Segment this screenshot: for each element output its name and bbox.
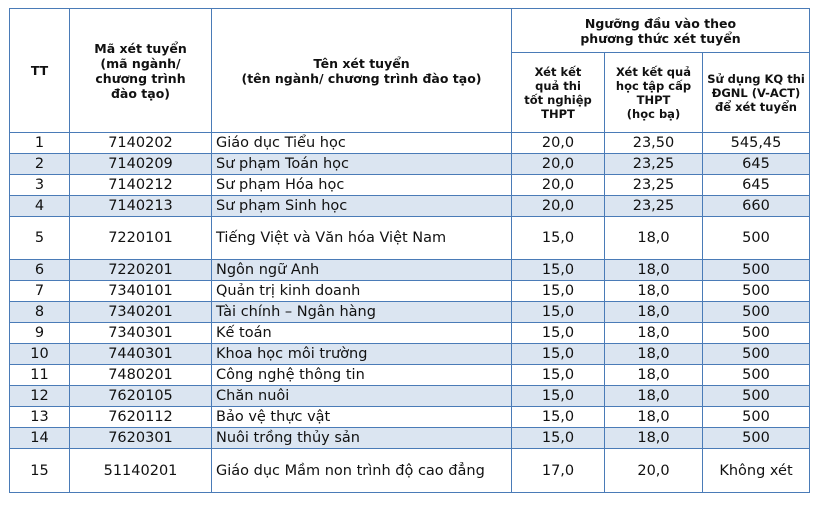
cell-hocba: 18,0 — [605, 344, 703, 365]
table-row — [10, 323, 810, 344]
cell-code: 7140202 — [70, 133, 212, 154]
cell-program-name: Tài chính – Ngân hàng — [212, 302, 512, 323]
cell-program-name: Kế toán — [212, 323, 512, 344]
cell-code: 7140209 — [70, 154, 212, 175]
table-row — [10, 428, 810, 449]
cell-thpt: 20,0 — [512, 154, 605, 175]
cell-program-name: Sư phạm Toán học — [212, 154, 512, 175]
cell-dgnl: 545,45 — [703, 133, 810, 154]
cell-tt: 2 — [10, 154, 70, 175]
cell-program-name: Chăn nuôi — [212, 386, 512, 407]
cell-dgnl: 645 — [703, 154, 810, 175]
cell-code: 7340101 — [70, 281, 212, 302]
cell-tt: 13 — [10, 407, 70, 428]
cell-code: 7620301 — [70, 428, 212, 449]
cell-thpt: 17,0 — [512, 449, 605, 493]
cell-hocba: 18,0 — [605, 260, 703, 281]
cell-program-name: Tiếng Việt và Văn hóa Việt Nam — [212, 217, 512, 260]
table-row — [10, 217, 810, 260]
cell-program-name: Giáo dục Mầm non trình độ cao đẳng — [212, 449, 512, 493]
table-row — [10, 386, 810, 407]
cell-hocba: 23,25 — [605, 196, 703, 217]
table-row — [10, 154, 810, 175]
cell-hocba: 23,50 — [605, 133, 703, 154]
cell-tt: 11 — [10, 365, 70, 386]
cell-code: 7140212 — [70, 175, 212, 196]
cell-hocba: 23,25 — [605, 175, 703, 196]
cell-code: 7220101 — [70, 217, 212, 260]
header-method-thpt: Xét kết quả thi tốt nghiệp THPT — [512, 53, 605, 133]
cell-code: 7340301 — [70, 323, 212, 344]
cell-code: 7220201 — [70, 260, 212, 281]
cell-thpt: 15,0 — [512, 260, 605, 281]
cell-tt: 12 — [10, 386, 70, 407]
cell-code: 7140213 — [70, 196, 212, 217]
cell-thpt: 20,0 — [512, 133, 605, 154]
cell-tt: 4 — [10, 196, 70, 217]
cell-tt: 6 — [10, 260, 70, 281]
cell-thpt: 15,0 — [512, 217, 605, 260]
table-row — [10, 133, 810, 154]
header-threshold: Ngưỡng đầu vào theo phương thức xét tuyển — [512, 9, 810, 53]
cell-hocba: 18,0 — [605, 217, 703, 260]
cell-hocba: 18,0 — [605, 281, 703, 302]
header-method-hocba: Xét kết quả học tập cấp THPT (học bạ) — [605, 53, 703, 133]
table-row — [10, 260, 810, 281]
cell-tt: 5 — [10, 217, 70, 260]
cell-dgnl: 500 — [703, 428, 810, 449]
cell-code: 7480201 — [70, 365, 212, 386]
cell-dgnl: 660 — [703, 196, 810, 217]
table-row — [10, 196, 810, 217]
cell-thpt: 15,0 — [512, 281, 605, 302]
cell-code: 7440301 — [70, 344, 212, 365]
cell-thpt: 15,0 — [512, 386, 605, 407]
cell-dgnl: Không xét — [703, 449, 810, 493]
header-row-1 — [10, 9, 810, 53]
cell-tt: 14 — [10, 428, 70, 449]
cell-code: 7620112 — [70, 407, 212, 428]
cell-code: 7620105 — [70, 386, 212, 407]
cell-program-name: Giáo dục Tiểu học — [212, 133, 512, 154]
cell-hocba: 20,0 — [605, 449, 703, 493]
cell-hocba: 18,0 — [605, 302, 703, 323]
cell-thpt: 20,0 — [512, 175, 605, 196]
cell-dgnl: 500 — [703, 386, 810, 407]
cell-tt: 15 — [10, 449, 70, 493]
cell-dgnl: 500 — [703, 323, 810, 344]
cell-tt: 10 — [10, 344, 70, 365]
cell-dgnl: 645 — [703, 175, 810, 196]
cell-hocba: 18,0 — [605, 407, 703, 428]
cell-code: 51140201 — [70, 449, 212, 493]
admission-threshold-table — [9, 8, 810, 493]
cell-thpt: 15,0 — [512, 323, 605, 344]
header-method-dgnl: Sử dụng KQ thi ĐGNL (V-ACT) để xét tuyển — [703, 53, 810, 133]
header-program-name: Tên xét tuyển (tên ngành/ chương trình đào tạo) — [212, 9, 512, 133]
cell-dgnl: 500 — [703, 217, 810, 260]
table-row — [10, 365, 810, 386]
cell-thpt: 20,0 — [512, 196, 605, 217]
cell-dgnl: 500 — [703, 365, 810, 386]
table-row — [10, 175, 810, 196]
cell-program-name: Nuôi trồng thủy sản — [212, 428, 512, 449]
cell-hocba: 23,25 — [605, 154, 703, 175]
cell-tt: 1 — [10, 133, 70, 154]
cell-dgnl: 500 — [703, 302, 810, 323]
table-row — [10, 449, 810, 493]
cell-dgnl: 500 — [703, 407, 810, 428]
cell-program-name: Khoa học môi trường — [212, 344, 512, 365]
cell-dgnl: 500 — [703, 344, 810, 365]
cell-hocba: 18,0 — [605, 386, 703, 407]
cell-program-name: Ngôn ngữ Anh — [212, 260, 512, 281]
cell-hocba: 18,0 — [605, 428, 703, 449]
cell-thpt: 15,0 — [512, 407, 605, 428]
cell-tt: 7 — [10, 281, 70, 302]
cell-tt: 9 — [10, 323, 70, 344]
table-row — [10, 407, 810, 428]
cell-thpt: 15,0 — [512, 302, 605, 323]
table-row — [10, 302, 810, 323]
cell-hocba: 18,0 — [605, 323, 703, 344]
cell-program-name: Sư phạm Sinh học — [212, 196, 512, 217]
table-row — [10, 344, 810, 365]
cell-program-name: Quản trị kinh doanh — [212, 281, 512, 302]
cell-thpt: 15,0 — [512, 344, 605, 365]
cell-tt: 8 — [10, 302, 70, 323]
header-code: Mã xét tuyển (mã ngành/ chương trình đào tạo) — [70, 9, 212, 133]
cell-tt: 3 — [10, 175, 70, 196]
cell-dgnl: 500 — [703, 281, 810, 302]
cell-thpt: 15,0 — [512, 428, 605, 449]
cell-code: 7340201 — [70, 302, 212, 323]
cell-program-name: Sư phạm Hóa học — [212, 175, 512, 196]
header-tt: TT — [10, 9, 70, 133]
cell-thpt: 15,0 — [512, 365, 605, 386]
cell-dgnl: 500 — [703, 260, 810, 281]
table-row — [10, 281, 810, 302]
cell-hocba: 18,0 — [605, 365, 703, 386]
cell-program-name: Bảo vệ thực vật — [212, 407, 512, 428]
cell-program-name: Công nghệ thông tin — [212, 365, 512, 386]
